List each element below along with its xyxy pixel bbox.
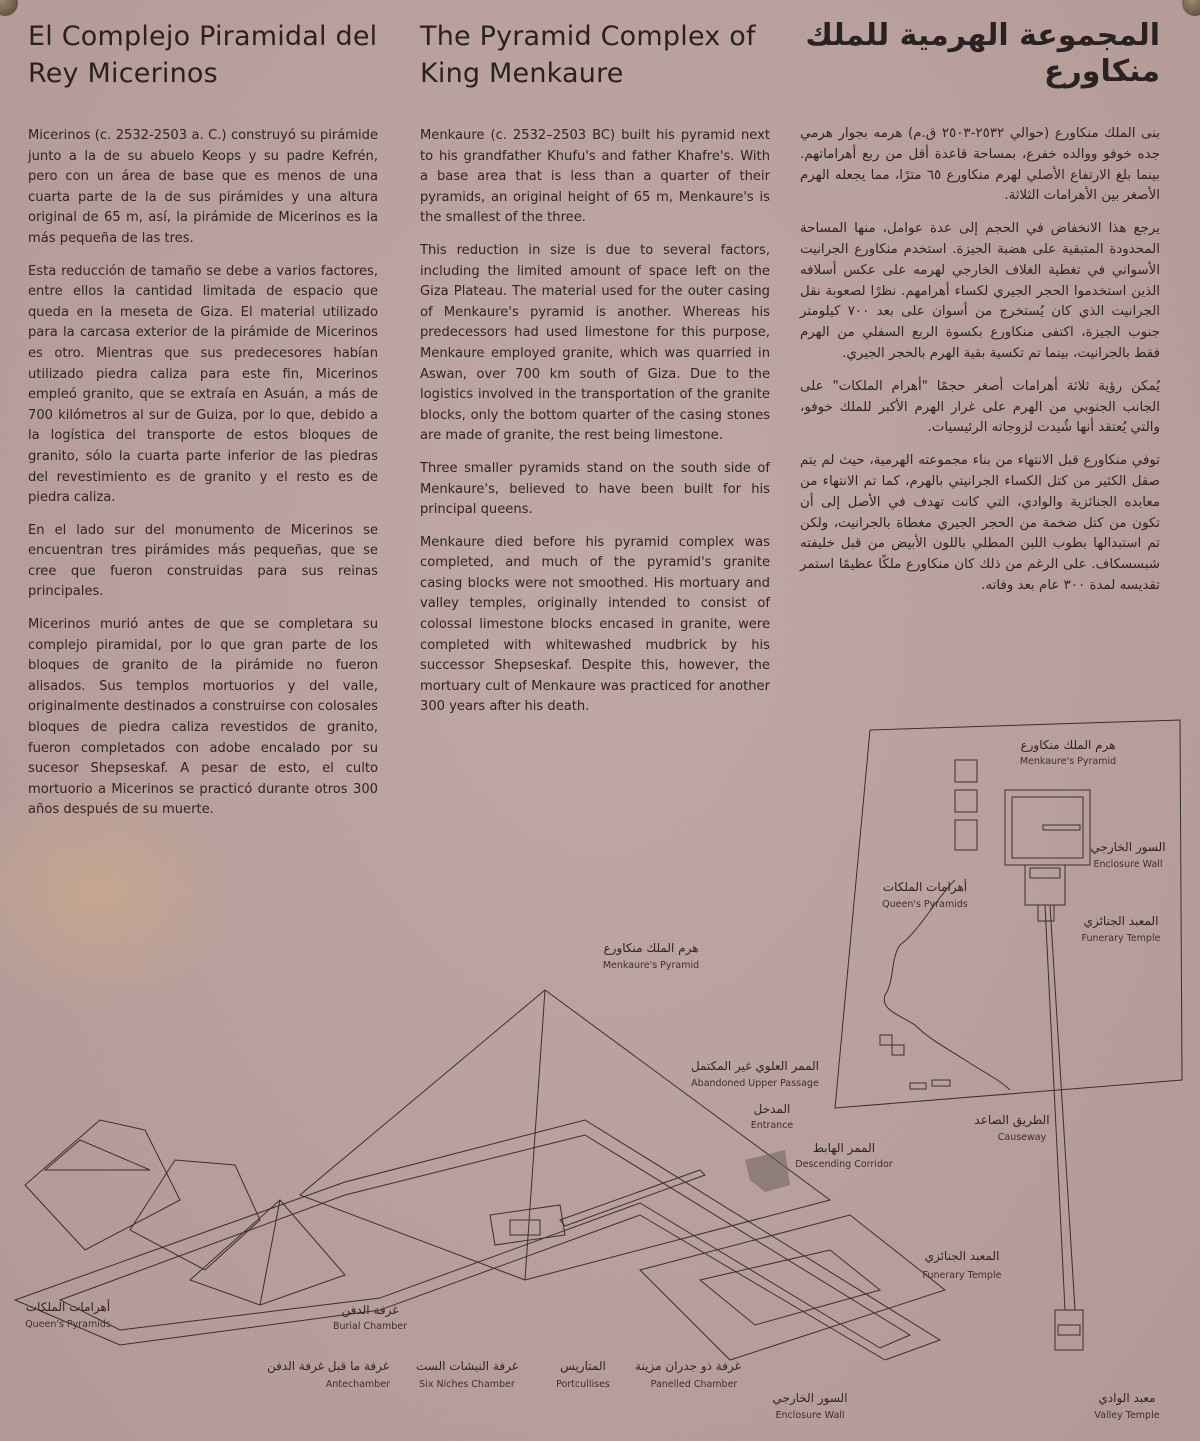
mounting-bolt-right: [1182, 0, 1200, 16]
arabic-paragraph: بنى الملك منكاورع (حوالي ٢٥٣٢-٢٥٠٣ ق.م) هرمه بجوار هرمي جده خوفو ووالده خفرع، بمساحة قاعدة أقل من ربع أهراماتهم. بينما بلغ الارتفاع الأصلي لهرم منكاورع ٦٥ مترًا، مما يجعله الهرم الأصغر بين الأهرامات الثلاثة.: [800, 126, 1160, 204]
mounting-bolt-left: [0, 0, 18, 16]
rough-casing-patch: [745, 1150, 790, 1192]
label-plan-pyramid-ar: هرم الملك منكاورع: [1020, 738, 1116, 752]
label-valley-en: Valley Temple: [1094, 1410, 1160, 1421]
label-descending-en: Descending Corridor: [795, 1159, 893, 1170]
label-upper-passage-en: Abandoned Upper Passage: [691, 1078, 819, 1089]
arabic-title: المجموعة الهرمية للملك منكاورع: [805, 18, 1160, 89]
label-plan-pyramid-en: Menkaure's Pyramid: [1019, 756, 1117, 767]
spanish-title: El Complejo Piramidal del Rey Micerinos: [28, 21, 378, 89]
label-burial-en: Burial Chamber: [332, 1321, 408, 1332]
label-plan-enclosure-en: Enclosure Wall: [1093, 859, 1163, 870]
arabic-paragraph: يُمكن رؤية ثلاثة أهرامات أصغر حجمًا "أهرام الملكات" على الجانب الجنوبي من الهرم على غرار الهرم الأكبر للملك خوفو، والتي يُعتقد أنها شُيدت لزوجاته الرئيسيات.: [800, 378, 1160, 436]
site-plan: [835, 720, 1182, 1350]
queen-pyramid-1-tier: [45, 1140, 150, 1170]
plan-ruin: [892, 1045, 904, 1055]
spanish-paragraph: Micerinos (c. 2532-2503 a. C.) construyó su pirámide junto a la de su abuelo Keops y su padre Kefrén, pero con un área de base que es menos de una cuarta parte de la de sus pirámides y una altura original de 65 m, así, la pirámide de Micerinos es la más pequeña de las tres.: [28, 128, 378, 246]
label-entrance-ar: المدخل: [753, 1102, 791, 1116]
outer-enclosure-wall: [15, 1120, 940, 1360]
plan-ruin: [932, 1080, 950, 1086]
pyramid-complex-diagram: [0, 700, 1200, 1441]
label-valley-ar: معبد الوادي: [1098, 1391, 1156, 1405]
label-upper-passage-ar: الممر العلوي غير المكتمل: [691, 1059, 819, 1073]
label-six-niches-en: Six Niches Chamber: [419, 1379, 515, 1390]
plan-ruin: [880, 1035, 892, 1045]
label-six-niches-ar: غرفة النيشات الست: [415, 1359, 519, 1373]
spanish-paragraph: Micerinos murió antes de que se completara su complejo piramidal, por lo que gran parte de los bloques de granito de la pirámide no fueron alisados. Sus templos mortuorios y del valle, originalmente destinados a construirse con colosales bloques de piedra caliza revestidos de granito, fueron completados con adobe encalado por su sucesor Shepseskaf. A pesar de esto, el culto mortuorio a Micerinos se practicó durante otros 300 años después de su muerte.: [28, 617, 378, 818]
label-plan-funerary-ar: المعبد الجنائزي: [1083, 914, 1159, 928]
valley-temple-block: [1055, 1310, 1083, 1350]
label-plan-enclosure-ar: السور الخارجي: [1090, 840, 1166, 854]
english-column: [420, 18, 770, 730]
label-portcullises-ar: المتاريس: [560, 1359, 606, 1373]
plan-ruin: [910, 1083, 926, 1089]
label-enclosure-en: Enclosure Wall: [775, 1410, 845, 1421]
label-queens-ar: أهرامات الملكات: [25, 1300, 111, 1314]
label-funerary-ar: المعبد الجنائزي: [924, 1249, 1000, 1263]
label-funerary-en: Funerary Temple: [922, 1270, 1002, 1281]
label-antechamber-en: Antechamber: [325, 1379, 391, 1390]
label-causeway-ar: الطريق الصاعد: [974, 1113, 1050, 1127]
plan-queen-pyramid: [955, 760, 977, 782]
label-enclosure-ar: السور الخارجي: [772, 1391, 848, 1405]
arabic-paragraph: توفي منكاورع قبل الانتهاء من بناء مجموعته الهرمية، حيث لم يتم صقل الكثير من كتل الكساء الجرانيتي بالهرم، كما تم الانتهاء من معابده الجنائزية والوادي، التي كانت تهدف في الأصل إلى أن تكون من كتل ضخمة من الحجر الجيري مغطاة بالجرانيت، ولكن تم استبدالها بطوب اللبن المطلي باللون الأبيض من قبل خليفته شبسسكاف. على الرغم من ذلك كان منكاورع ملكًا عظيمًا استمر تقديسه لمدة ٣٠٠ عام بعد وفاته.: [800, 453, 1160, 593]
label-plan-queens-ar: أهرامات الملكات: [882, 880, 968, 894]
english-paragraph: Three smaller pyramids stand on the south side of Menkaure's, believed to have been built for his principal queens.: [420, 460, 770, 518]
label-plan-queens-en: Queen's Pyramids: [882, 899, 968, 910]
plan-corridor: [1043, 825, 1080, 830]
label-main-pyramid-ar: هرم الملك منكاورع: [603, 941, 699, 955]
english-paragraph: Menkaure died before his pyramid complex was completed, and much of the pyramid's granite casing blocks were not smoothed. His mortuary and valley temples, originally intended to consist of colossal limestone blocks encased in granite, were completed with whitewashed mudbrick by his successor Shepseskaf. Despite this, however, the mortuary cult of Menkaure was practiced for another 300 years after his death.: [420, 534, 770, 715]
plan-temple-niches: [1030, 868, 1060, 878]
plan-valley-temple: [1055, 1310, 1083, 1350]
label-plan-funerary-en: Funerary Temple: [1081, 933, 1161, 944]
label-queens-en: Queen's Pyramids: [25, 1319, 111, 1330]
label-panelled-en: Panelled Chamber: [650, 1379, 738, 1390]
english-paragraph: This reduction in size is due to several factors, including the limited amount of space left on the Giza Plateau. The material used for the outer casing of Menkaure's pyramid is another. Whereas his predecessors had used limestone for this purpose, Menkaure employed granite, which was quarried in Aswan, over 700 km south of Giza. Due to the logistics involved in the transportation of the granite blocks, only the bottom quarter of the casing stones are made of granite, the rest being limestone.: [420, 242, 770, 444]
arabic-column: [800, 18, 1160, 609]
english-paragraph: Menkaure (c. 2532–2503 BC) built his pyramid next to his grandfather Khufu's and father Khafre's. With a base area that is less than a quarter of their pyramids, an original height of 65 m, Menkaure's is the smallest of the three.: [420, 128, 770, 226]
label-main-pyramid-en: Menkaure's Pyramid: [602, 960, 700, 971]
isometric-complex: [15, 990, 1083, 1360]
plan-pyramid-square: [1012, 797, 1083, 858]
plan-valley-temple-inner: [1058, 1325, 1080, 1335]
diagram-labels: [25, 738, 1165, 1421]
spanish-paragraph: En el lado sur del monumento de Micerinos se encuentran tres pirámides más pequeñas, que se cree que fueron construidas para sus reinas principales.: [28, 522, 378, 600]
arabic-paragraph: يرجع هذا الانخفاض في الحجم إلى عدة عوامل، منها المساحة المحدودة المتبقية على هضبة الجيزة. استخدم منكاورع الجرانيت الأسواني في تغطية الغلاف الخارجي لهرمه على عكس أسلافه الذين استخدموا الحجر الجيري لكساء أهرامهم. نظرًا لصعوبة نقل الجرانيت الذي كان يُستخرج من أسوان على بعد ٧٠٠ كيلومتر جنوب الجيزة، اكتفى منكاورع بكسوة الربع السفلي من الهرم فقط بالجرانيت، بينما تم تكسية بقية الهرم بالحجر الجيري.: [800, 221, 1160, 361]
label-descending-ar: الممر الهابط: [812, 1141, 876, 1155]
label-causeway-en: Causeway: [997, 1132, 1047, 1143]
english-title: The Pyramid Complex of King Menkaure: [420, 21, 756, 89]
plan-enclosure: [1005, 790, 1090, 865]
six-niches-chamber: [510, 1220, 540, 1235]
label-antechamber-ar: غرفة ما قبل غرفة الدفن: [266, 1359, 390, 1373]
plan-funerary-temple: [1025, 865, 1065, 905]
plan-wadi: [884, 880, 1010, 1090]
funerary-temple: [640, 1215, 945, 1360]
label-burial-ar: غرفة الدفن: [341, 1303, 399, 1317]
label-entrance-en: Entrance: [750, 1120, 794, 1131]
queen-pyramid-3: [190, 1200, 345, 1305]
label-panelled-ar: غرفة ذو جدران مزينة: [635, 1359, 741, 1373]
plan-queen-pyramid: [955, 790, 977, 812]
plan-queen-pyramid: [955, 820, 977, 850]
queen-pyramid-1: [25, 1120, 180, 1250]
spanish-paragraph: Esta reducción de tamaño se debe a varios factores, entre ellos la cantidad limitada de espacio que queda en la meseta de Giza. El material utilizado para la carcasa exterior de la pirámide de Micerinos es otro. Mientras que sus predecesores habían utilizado piedra caliza para este fin, Micerinos empleó granito, que se extraía en Asuán, a más de 700 kilómetros al sur de Guiza, por lo que, debido a la logística del transporte de estos bloques de granito, sólo la cuarta parte inferior de las piedras del revestimiento es de granito y el resto es de piedra caliza.: [28, 263, 378, 506]
label-portcullises-en: Portcullises: [556, 1379, 610, 1390]
queen-pyramid-2: [130, 1160, 260, 1270]
